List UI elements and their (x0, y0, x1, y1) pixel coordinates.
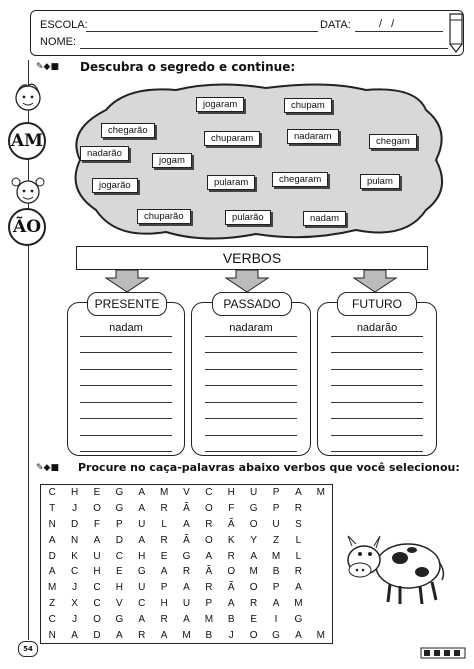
grid-cell[interactable]: R (160, 534, 168, 546)
badge-ao: ÃO (8, 208, 46, 246)
grid-cell[interactable]: Ã (227, 582, 235, 594)
grid-cell[interactable]: Ã (205, 566, 213, 578)
grid-cell[interactable]: A (138, 503, 146, 515)
grid-cell[interactable]: R (250, 597, 258, 609)
grid-cell[interactable]: O (227, 566, 236, 578)
grid-cell[interactable]: A (295, 629, 302, 641)
grid-cell[interactable]: A (295, 582, 302, 594)
grid-cell[interactable] (310, 501, 332, 517)
column-title-passado: PASSADO (212, 292, 292, 316)
grid-cell[interactable]: P (205, 597, 213, 609)
data-slashes: / / (379, 18, 398, 30)
bullet-icon: ✎◆■ (36, 463, 59, 473)
grid-cell[interactable]: L (295, 550, 302, 562)
grid-cell[interactable]: A (227, 597, 235, 609)
grid-cell[interactable]: A (183, 582, 190, 594)
grid-cell[interactable]: A (183, 518, 190, 530)
grid-cell[interactable]: P (272, 582, 280, 594)
grid-cell[interactable]: Y (250, 534, 257, 546)
grid-cell[interactable]: R (160, 613, 168, 625)
girl-face-icon (10, 172, 46, 210)
grid-cell[interactable]: B (205, 629, 213, 641)
grid-cell[interactable] (310, 564, 332, 580)
grid-cell[interactable]: N (70, 534, 79, 546)
grid-cell[interactable]: E (250, 613, 257, 625)
grid-cell[interactable]: A (295, 487, 302, 499)
grid-cell[interactable]: U (182, 597, 191, 609)
grid-cell[interactable]: F (228, 503, 235, 515)
badge-am: AM (8, 122, 46, 160)
grid-cell[interactable]: U (272, 518, 280, 530)
cloud-word: nadarão (80, 146, 129, 161)
grid-cell[interactable]: C (93, 582, 101, 594)
grid-cell[interactable]: M (271, 550, 281, 562)
grid-cell[interactable]: H (227, 487, 235, 499)
grid-cell[interactable]: H (115, 582, 123, 594)
grid-cell[interactable]: H (70, 487, 79, 499)
data-field[interactable] (355, 19, 443, 32)
grid-cell[interactable]: O (93, 613, 101, 625)
grid-cell[interactable]: I (274, 613, 278, 625)
escola-label: ESCOLA: (40, 19, 88, 31)
grid-cell[interactable]: H (138, 550, 146, 562)
grid-cell[interactable]: B (227, 613, 235, 625)
cloud-word: nadaram (287, 129, 339, 144)
grid-cell[interactable]: Z (49, 597, 56, 609)
grid-cell[interactable]: R (294, 503, 303, 515)
cloud-word: jogaram (196, 97, 244, 112)
grid-cell[interactable]: B (272, 566, 280, 578)
grid-cell[interactable]: M (316, 487, 325, 499)
grid-cell[interactable]: E (116, 566, 123, 578)
grid-cell[interactable]: A (116, 629, 123, 641)
instruction-first: Descubra o segredo e continue: (80, 60, 296, 74)
grid-cell[interactable]: C (48, 613, 56, 625)
grid-cell[interactable]: H (160, 597, 168, 609)
grid-cell[interactable]: K (227, 534, 235, 546)
grid-cell[interactable]: S (295, 518, 302, 530)
grid-cell[interactable]: K (71, 550, 78, 562)
grid-cell[interactable]: P (160, 582, 168, 594)
grid-cell[interactable]: V (116, 597, 123, 609)
grid-cell[interactable]: R (227, 550, 235, 562)
grid-cell[interactable]: C (93, 597, 101, 609)
grid-cell[interactable]: D (93, 629, 101, 641)
cloud-word: jogam (152, 153, 192, 168)
grid-cell[interactable]: G (137, 566, 146, 578)
grid-cell[interactable]: P (272, 503, 280, 515)
grid-cell[interactable]: A (160, 629, 168, 641)
grid-cell[interactable]: A (138, 534, 146, 546)
grid-cell[interactable]: M (249, 566, 258, 578)
column-first-word: nadaram (229, 322, 273, 334)
grid-cell[interactable]: J (72, 503, 78, 515)
page-number: 54 (18, 641, 38, 657)
grid-cell[interactable]: H (93, 566, 101, 578)
grid-cell[interactable]: J (72, 613, 78, 625)
grid-cell[interactable]: O (249, 629, 258, 641)
grid-cell[interactable]: O (93, 503, 101, 515)
grid-cell[interactable]: G (182, 550, 191, 562)
answer-lines[interactable] (205, 320, 297, 452)
answer-lines[interactable] (80, 320, 172, 452)
grid-cell[interactable]: F (93, 518, 100, 530)
grid-cell[interactable]: G (115, 613, 124, 625)
grid-cell[interactable]: O (204, 534, 213, 546)
grid-cell[interactable]: L (161, 518, 167, 530)
grid-cell[interactable] (310, 548, 332, 564)
grid-cell[interactable]: O (249, 582, 258, 594)
grid-cell[interactable]: G (272, 629, 280, 641)
grid-cell[interactable] (310, 532, 332, 548)
header-box (30, 10, 464, 56)
grid-cell[interactable]: Ã (183, 534, 190, 546)
grid-cell[interactable]: U (138, 582, 146, 594)
grid-cell[interactable]: A (160, 566, 168, 578)
grid-cell[interactable]: A (205, 550, 213, 562)
cloud-word: jogarão (92, 178, 138, 193)
grid-cell[interactable]: R (160, 503, 168, 515)
grid-cell[interactable]: M (182, 629, 191, 641)
cloud-word: chegam (369, 134, 417, 149)
grid-cell[interactable]: C (70, 566, 79, 578)
grid-cell[interactable]: D (48, 550, 56, 562)
grid-cell[interactable]: G (115, 503, 124, 515)
cloud-word: chuparam (204, 131, 260, 146)
grid-cell[interactable]: G (249, 503, 258, 515)
cloud-word: chegaram (272, 172, 328, 187)
grid-cell[interactable]: C (138, 597, 146, 609)
grid-cell[interactable]: M (316, 629, 325, 641)
grid-cell[interactable]: M (204, 613, 214, 625)
grid-cell[interactable]: Ã (183, 503, 190, 515)
grid-cell[interactable]: U (93, 550, 101, 562)
grid-cell[interactable]: U (250, 487, 258, 499)
grid-cell[interactable]: R (138, 629, 146, 641)
grid-cell[interactable]: A (272, 597, 280, 609)
grid-cell[interactable]: A (250, 550, 257, 562)
answer-lines[interactable] (331, 320, 423, 452)
column-first-word: nadarão (356, 322, 398, 334)
grid-cell[interactable] (310, 580, 332, 596)
grid-cell[interactable]: L (295, 534, 302, 546)
grid-cell[interactable]: N (48, 629, 56, 641)
grid-cell[interactable]: R (294, 566, 303, 578)
grid-cell[interactable]: U (138, 518, 146, 530)
grid-cell[interactable]: A (48, 534, 56, 546)
arrow-down-icon (352, 270, 398, 292)
boy-face-icon (12, 80, 44, 116)
grid-cell[interactable]: Z (272, 534, 280, 546)
grid-cell[interactable]: A (183, 613, 190, 625)
grid-cell[interactable]: V (183, 487, 190, 499)
grid-cell[interactable]: O (249, 518, 258, 530)
arrow-down-icon (224, 270, 270, 292)
grid-cell[interactable]: G (115, 487, 124, 499)
bullet-icon: ✎◆■ (36, 62, 59, 72)
cloud-word: chegarão (101, 123, 155, 138)
grid-cell[interactable]: A (48, 566, 56, 578)
arrow-down-icon (104, 270, 150, 292)
cloud-word: pularam (207, 175, 255, 190)
grid-cell[interactable] (310, 517, 332, 533)
grid-cell[interactable]: E (93, 487, 101, 499)
cloud-word: chuparão (137, 209, 191, 224)
grid-cell[interactable]: Ã (227, 518, 235, 530)
grid-cell[interactable]: A (71, 629, 78, 641)
grid-cell[interactable]: T (49, 503, 56, 515)
grid-cell[interactable]: X (71, 597, 78, 609)
grid-cell[interactable]: N (48, 518, 56, 530)
grid-cell[interactable]: C (48, 487, 56, 499)
column-first-word: nadam (109, 322, 143, 334)
verbos-title: VERBOS (76, 246, 428, 270)
cow-icon (342, 522, 446, 608)
grid-cell[interactable]: R (205, 582, 213, 594)
grid-cell[interactable]: R (182, 566, 191, 578)
column-title-presente: PRESENTE (87, 292, 167, 316)
grid-cell[interactable]: A (138, 613, 146, 625)
logo-icon (420, 646, 466, 660)
grid-cell[interactable]: P (116, 518, 123, 530)
grid-cell[interactable]: E (160, 550, 168, 562)
grid-cell[interactable]: C (115, 550, 123, 562)
nome-label: NOME: (40, 36, 77, 48)
pencil-icon (446, 12, 466, 54)
escola-field[interactable] (86, 19, 318, 32)
cloud-word: pulam (360, 174, 400, 189)
grid-cell[interactable]: P (272, 487, 280, 499)
grid-cell[interactable]: A (138, 487, 146, 499)
cloud-word: nadam (303, 211, 346, 226)
grid-cell[interactable]: J (72, 582, 78, 594)
word-search-grid[interactable] (40, 484, 333, 644)
nome-field[interactable] (80, 36, 448, 49)
instruction-second: Procure no caça-palavras abaixo verbos que você selecionou: (78, 461, 460, 474)
grid-cell[interactable]: D (70, 518, 79, 530)
grid-cell[interactable]: C (205, 487, 213, 499)
grid-cell[interactable]: R (205, 518, 213, 530)
grid-cell[interactable]: D (115, 534, 123, 546)
data-label: DATA: (320, 19, 351, 31)
grid-cell[interactable]: J (228, 629, 234, 641)
cloud-word: pularão (225, 210, 271, 225)
grid-cell[interactable]: M (294, 597, 303, 609)
column-title-futuro: FUTURO (337, 292, 417, 316)
grid-cell[interactable] (310, 611, 332, 627)
grid-cell[interactable]: G (294, 613, 303, 625)
grid-cell[interactable]: M (159, 487, 169, 499)
grid-cell[interactable] (310, 596, 332, 612)
grid-cell[interactable]: M (48, 582, 57, 594)
cloud-word: chupam (284, 98, 332, 113)
grid-cell[interactable]: A (93, 534, 101, 546)
grid-cell[interactable]: O (204, 503, 213, 515)
